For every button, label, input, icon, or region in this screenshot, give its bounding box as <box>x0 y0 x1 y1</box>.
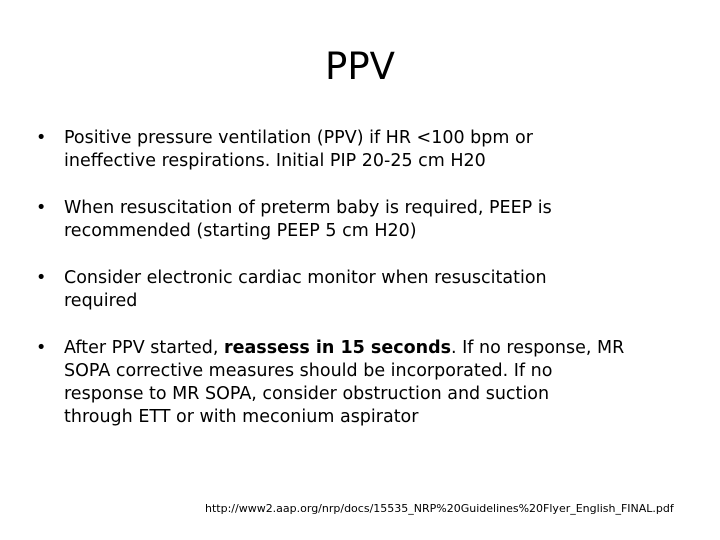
bullet-item <box>36 267 696 313</box>
bullet-marker: • <box>36 128 47 148</box>
bullet-marker: • <box>36 268 47 288</box>
bullet-item <box>36 337 696 429</box>
bullet-text-segment: After PPV started, <box>64 338 224 358</box>
slide-title: PPV <box>325 45 395 88</box>
bullet-text-segment: . If no response, MR <box>451 338 625 358</box>
bullet-text-line: When resuscitation of preterm baby is required, PEEP is <box>64 198 552 218</box>
bullet-marker: • <box>36 198 47 218</box>
bullet-text-line: SOPA corrective measures should be incorporated. If no <box>64 361 553 381</box>
bullet-marker: • <box>36 338 47 358</box>
bullet-text-line: recommended (starting PEEP 5 cm H20) <box>64 221 417 241</box>
bullet-text-line: response to MR SOPA, consider obstruction and suction <box>64 384 550 404</box>
bullet-text-line: through ETT or with meconium aspirator <box>64 407 419 427</box>
bold-emphasis: reassess in 15 seconds <box>224 338 452 358</box>
bullet-list <box>36 127 696 429</box>
bullet-text-line: ineffective respirations. Initial PIP 20-25 cm H20 <box>64 151 486 171</box>
bullet-text-line: Positive pressure ventilation (PPV) if HR <100 bpm or <box>64 128 533 148</box>
bullet-item <box>36 127 696 173</box>
bullet-text-line <box>64 337 696 360</box>
bullet-text-line: required <box>64 291 138 311</box>
bullet-item <box>36 197 696 243</box>
source-citation: http://www2.aap.org/nrp/docs/15535_NRP%20Guidelines%20Flyer_English_FINAL.pdf <box>205 502 674 515</box>
bullet-text-line: Consider electronic cardiac monitor when resuscitation <box>64 268 547 288</box>
